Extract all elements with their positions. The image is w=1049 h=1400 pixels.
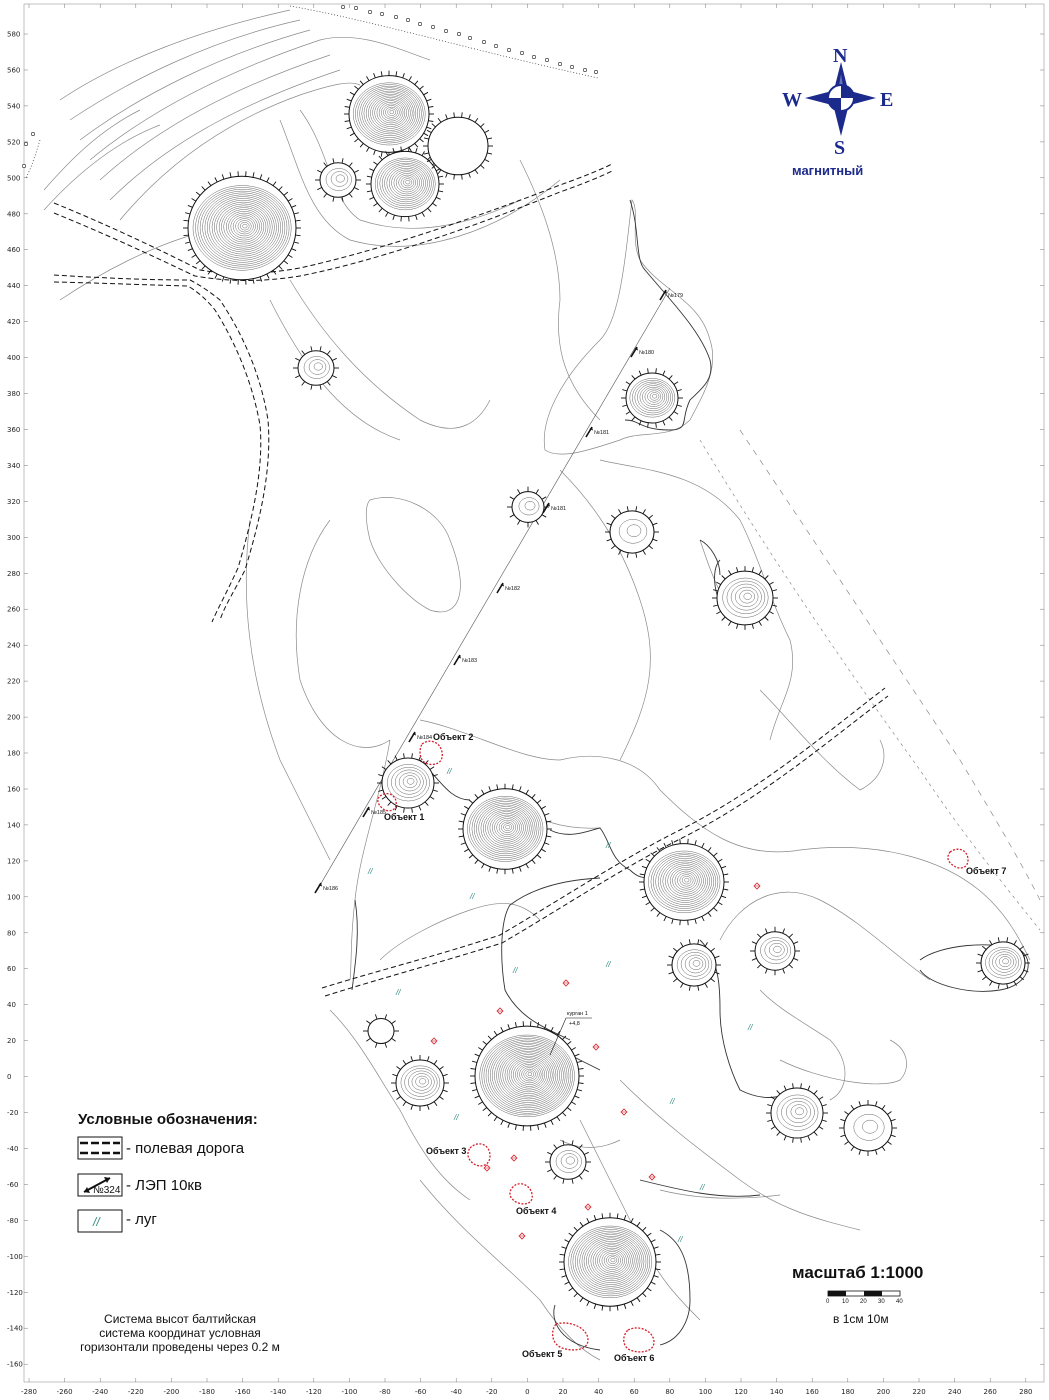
- legend-meadow-swatch: [78, 1210, 122, 1232]
- legend-road-swatch: [78, 1137, 122, 1159]
- x-tick-label: 260: [983, 1388, 997, 1396]
- y-tick-label: 340: [7, 461, 21, 470]
- meadow-symbol: //: [678, 1235, 683, 1244]
- boundary-markers: [22, 5, 597, 167]
- object-5-label: Объект 5: [522, 1349, 563, 1359]
- y-tick-label: 460: [7, 246, 21, 255]
- object-3-outline: [468, 1144, 490, 1166]
- marker-circle: [570, 65, 573, 68]
- object-4-outline: [510, 1184, 532, 1204]
- mound-nw-large: [183, 171, 301, 284]
- meadow-symbol: //: [513, 966, 518, 975]
- scale-title: масштаб 1:1000: [792, 1263, 924, 1282]
- mound-c3: [750, 927, 800, 975]
- mound-c2: [639, 839, 729, 925]
- y-tick-label: 180: [7, 749, 21, 758]
- scale-tick-0: 0: [826, 1299, 830, 1305]
- x-tick-label: 160: [805, 1388, 819, 1396]
- survey-notes: [80, 1312, 280, 1354]
- x-tick-label: 140: [769, 1388, 784, 1396]
- mound-se2: [839, 1100, 897, 1156]
- y-tick-label: 320: [7, 497, 21, 506]
- y-tick-label: -80: [7, 1216, 19, 1225]
- x-tick-label: -120: [305, 1388, 322, 1396]
- power-pole: [543, 503, 566, 513]
- marker-circle: [558, 62, 561, 65]
- mound-e2: [712, 566, 778, 630]
- scale-tick-10: 10: [842, 1299, 849, 1305]
- x-tick-label: 100: [698, 1388, 713, 1396]
- pole-label: №185: [371, 810, 387, 816]
- y-tick-label: 380: [7, 390, 21, 398]
- meadow-symbol: //: [470, 892, 475, 901]
- x-tick-label: -180: [199, 1388, 215, 1396]
- survey-cross: [754, 883, 760, 889]
- y-tick-label: -140: [7, 1324, 23, 1333]
- meadow-symbol: //: [700, 1183, 705, 1192]
- marker-circle: [368, 10, 371, 13]
- survey-cross: [484, 1165, 490, 1171]
- marker-circle: [507, 48, 510, 51]
- compass-rose: [782, 45, 893, 178]
- meadow-symbol: //: [447, 767, 452, 776]
- y-tick-label: 520: [7, 138, 21, 147]
- legend: [78, 1111, 258, 1232]
- y-tick-label: -120: [7, 1288, 23, 1297]
- marker-circle: [394, 15, 397, 18]
- x-tick-label: 200: [876, 1388, 891, 1396]
- survey-cross: [519, 1233, 525, 1239]
- mound-181: [507, 487, 549, 528]
- x-tick-label: 280: [1019, 1388, 1033, 1396]
- x-tick-label: 0: [525, 1388, 530, 1396]
- survey-cross: [511, 1155, 517, 1161]
- compass-north-label: N: [833, 45, 848, 67]
- x-tick-label: -20: [486, 1388, 498, 1396]
- legend-title: Условные обозначения:: [78, 1111, 258, 1128]
- x-tick-label: -80: [379, 1388, 391, 1396]
- legend-meadow-label: - луг: [126, 1211, 157, 1228]
- x-tick-label: -140: [270, 1388, 287, 1396]
- marker-circle: [24, 142, 27, 145]
- x-tick-label: -280: [21, 1388, 37, 1396]
- note-line-1: Система высот балтийская: [104, 1312, 256, 1326]
- y-tick-label: 200: [7, 713, 21, 722]
- meadow-symbol: //: [606, 960, 611, 969]
- y-tick-label: -100: [7, 1252, 23, 1261]
- power-pole: [586, 427, 609, 437]
- compass-east-label: E: [880, 89, 894, 111]
- note-line-2: система координат условная: [99, 1326, 261, 1340]
- mound-e1: [605, 506, 659, 557]
- marker-circle: [418, 22, 421, 25]
- scale-tick-30: 30: [878, 1299, 885, 1305]
- y-tick-label: -60: [7, 1180, 19, 1189]
- scale-subtitle: в 1см 10м: [833, 1312, 889, 1326]
- meadow-symbol: //: [670, 1097, 675, 1106]
- meadow-symbol: //: [454, 1113, 459, 1122]
- x-tick-label: -240: [92, 1388, 109, 1396]
- kurgan-1-label: курган 1: [567, 1011, 588, 1017]
- y-tick-label: 20: [7, 1037, 16, 1046]
- marker-circle: [494, 44, 497, 47]
- y-tick-label: 580: [7, 30, 21, 39]
- object-7-label: Объект 7: [966, 866, 1007, 876]
- y-tick-label: 220: [7, 677, 21, 686]
- pole-label: №183: [462, 658, 478, 664]
- mound-s-large: [559, 1213, 661, 1311]
- mound-n-4: [315, 158, 361, 201]
- scale-block: [792, 1263, 923, 1326]
- object-7-outline: [948, 849, 968, 868]
- y-tick-label: 440: [7, 282, 21, 291]
- y-tick-label: 40: [7, 1001, 16, 1010]
- y-tick-label: 540: [7, 102, 21, 111]
- x-tick-label: 60: [629, 1388, 639, 1396]
- legend-meadow-icon: //: [93, 1215, 100, 1229]
- kurgan-1: [470, 1021, 584, 1131]
- survey-cross: [621, 1109, 627, 1115]
- marker-circle: [341, 5, 344, 8]
- x-tick-label: -160: [234, 1388, 251, 1396]
- marker-circle: [380, 12, 383, 15]
- y-tick-label: -40: [7, 1145, 19, 1153]
- marker-circle: [520, 51, 523, 54]
- marker-circle: [482, 40, 485, 43]
- survey-cross: [563, 980, 569, 986]
- meadow-symbol: //: [748, 1023, 753, 1032]
- y-tick-label: 140: [7, 821, 21, 830]
- mound-180: [621, 368, 683, 427]
- main-contours: [352, 200, 1028, 1350]
- legend-power-label: - ЛЭП 10кв: [126, 1177, 202, 1194]
- x-tick-label: 80: [665, 1388, 675, 1396]
- x-tick-label: -200: [163, 1388, 180, 1396]
- object-4-label: Объект 4: [516, 1206, 557, 1216]
- y-tick-label: 480: [7, 210, 21, 219]
- object-2-outline: [420, 741, 442, 764]
- pole-label: №182: [505, 586, 521, 592]
- marker-circle: [583, 68, 586, 71]
- power-pole: [315, 883, 338, 893]
- mound-n-1: [344, 71, 434, 158]
- object-1-label: Объект 1: [384, 812, 425, 822]
- x-tick-label: 180: [841, 1388, 855, 1396]
- y-tick-label: -160: [7, 1360, 23, 1369]
- pole-label: №181: [551, 506, 567, 512]
- pole-label: №180: [639, 350, 655, 356]
- kurgan-1-height: +4,8: [569, 1021, 580, 1027]
- object-6-outline: [624, 1328, 654, 1352]
- dotted-boundary: [26, 6, 598, 178]
- pole-label: №186: [323, 886, 339, 892]
- y-tick-label: 560: [7, 66, 21, 75]
- object-3-label: Объект 3: [426, 1146, 467, 1156]
- pole-label: №179: [668, 293, 684, 299]
- survey-cross: [649, 1174, 655, 1180]
- pole-label: №184: [417, 735, 433, 741]
- mound-c1: [458, 784, 552, 875]
- mound-se1: [766, 1083, 828, 1142]
- x-tick-label: 240: [947, 1388, 962, 1396]
- y-tick-label: 280: [7, 569, 21, 578]
- legend-road-label: - полевая дорога: [126, 1140, 245, 1157]
- marker-circle: [31, 132, 34, 135]
- kurgan-mounds: [183, 71, 1030, 1312]
- x-tick-label: 220: [912, 1388, 926, 1396]
- y-tick-label: 240: [7, 641, 21, 650]
- y-tick-label: 60: [7, 965, 16, 974]
- power-pole: [497, 583, 520, 593]
- marker-circle: [457, 32, 460, 35]
- y-tick-label: 160: [7, 785, 21, 794]
- survey-cross: [497, 1008, 503, 1014]
- marker-circle: [444, 29, 447, 32]
- y-tick-label: 500: [7, 174, 21, 183]
- y-tick-label: -20: [7, 1109, 19, 1117]
- y-tick-label: 420: [7, 318, 21, 327]
- mound-sw: [391, 1055, 449, 1111]
- compass-type-label: магнитный: [792, 163, 864, 178]
- pole-label: №181: [594, 430, 610, 436]
- power-pole: [454, 655, 477, 665]
- x-tick-label: -220: [127, 1388, 144, 1396]
- marker-circle: [545, 58, 548, 61]
- marker-circle: [431, 25, 434, 28]
- survey-cross: [431, 1038, 437, 1044]
- y-tick-label: 360: [7, 426, 21, 434]
- map-frame: [24, 4, 1044, 1382]
- marker-circle: [594, 70, 597, 73]
- mound-obj1: [377, 753, 439, 812]
- note-line-3: горизонтали проведены через 0.2 м: [80, 1340, 280, 1354]
- scale-tick-20: 20: [860, 1299, 867, 1305]
- marker-circle: [468, 36, 471, 39]
- y-tick-label: 400: [7, 354, 21, 363]
- mound-sw-small: [363, 1014, 399, 1047]
- y-tick-label: 260: [7, 605, 21, 614]
- marker-circle: [354, 6, 357, 9]
- marker-circle: [22, 164, 25, 167]
- y-tick-label: 120: [7, 857, 21, 866]
- meadow-symbol: //: [606, 841, 611, 850]
- x-tick-label: -100: [341, 1388, 358, 1396]
- power-pole: [409, 732, 432, 742]
- marker-circle: [532, 55, 535, 58]
- survey-cross: [585, 1204, 591, 1210]
- x-tick-label: 120: [734, 1388, 748, 1396]
- y-tick-label: 300: [7, 533, 21, 542]
- y-tick-label: 0: [7, 1073, 12, 1082]
- marker-circle: [406, 18, 409, 21]
- meadow-symbol: //: [368, 867, 373, 876]
- x-tick-label: -260: [56, 1388, 73, 1396]
- x-tick-label: 20: [558, 1388, 568, 1396]
- object-2-label: Объект 2: [433, 732, 474, 742]
- compass-south-label: S: [834, 137, 846, 159]
- legend-power-icon-label: №324: [93, 1185, 121, 1196]
- y-axis-ticks: [7, 31, 1044, 1369]
- meadow-symbol: //: [396, 988, 401, 997]
- mound-s1: [545, 1140, 591, 1183]
- x-tick-label: -60: [414, 1388, 427, 1396]
- y-tick-label: 80: [7, 929, 16, 938]
- scale-tick-40: 40: [896, 1299, 903, 1305]
- object-6-label: Объект 6: [614, 1353, 655, 1363]
- mound-c4: [667, 939, 721, 990]
- compass-west-label: W: [782, 89, 802, 111]
- survey-cross: [593, 1044, 599, 1050]
- x-tick-label: 40: [594, 1388, 604, 1396]
- x-tick-label: -40: [450, 1388, 462, 1396]
- y-tick-label: 100: [7, 893, 21, 902]
